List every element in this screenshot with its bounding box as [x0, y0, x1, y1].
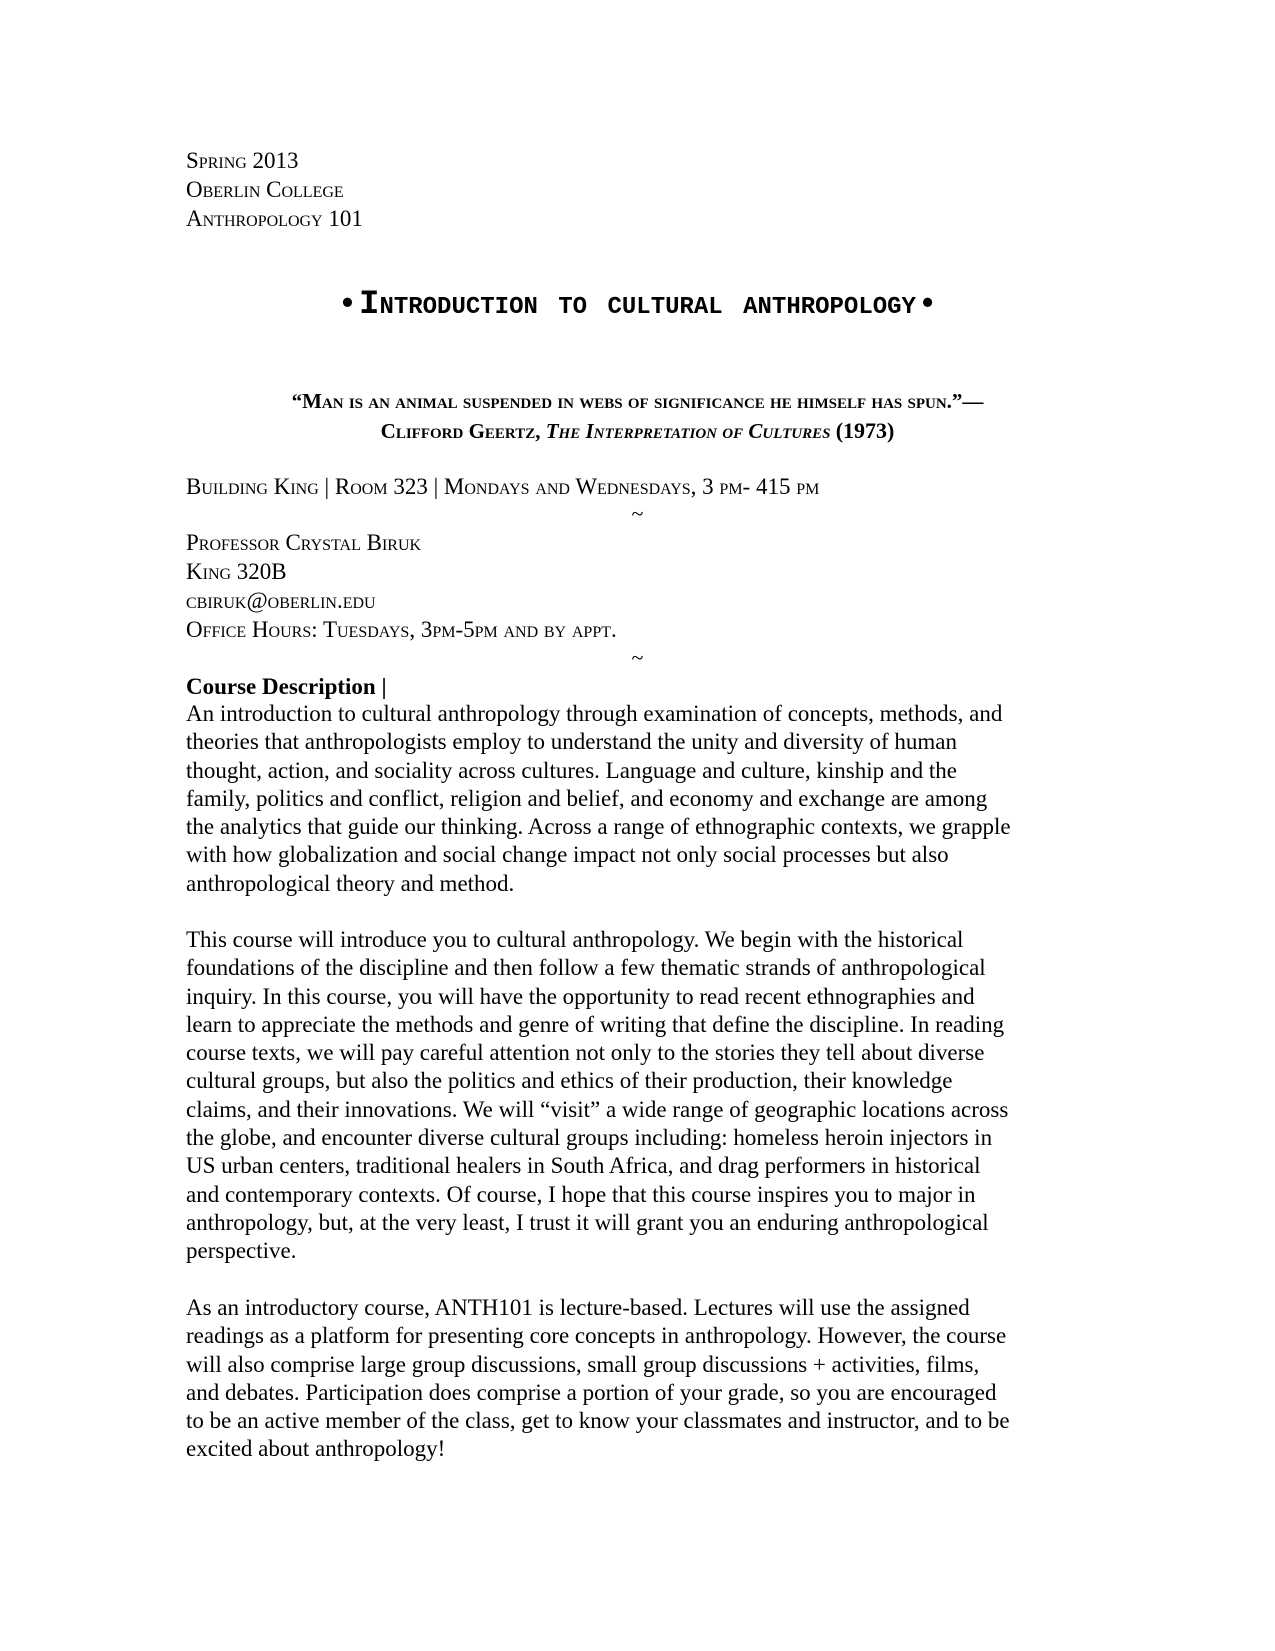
course-description-heading: Course Description |: [186, 674, 387, 699]
paragraph-line: thought, action, and sociality across cultures. Language and culture, kinship and the: [186, 757, 957, 783]
course-header: [186, 146, 363, 233]
epigraph-year: (1973): [835, 418, 895, 443]
separator-tilde: ~: [631, 645, 644, 670]
bullet-left-icon: •: [341, 284, 354, 320]
epigraph-book: The Interpretation of Cultures: [545, 419, 831, 443]
paragraph-line: readings as a platform for presenting core concepts in anthropology. However, the course: [186, 1323, 1007, 1349]
title-text: Introduction to cultural anthropology: [359, 286, 916, 324]
instructor-email: cbiruk@oberlin.edu: [186, 588, 376, 613]
description-paragraph-1: [186, 700, 1086, 898]
instructor-name: Professor Crystal Biruk: [186, 530, 422, 555]
paragraph-line: excited about anthropology!: [186, 1436, 446, 1462]
paragraph-line: cultural groups, but also the politics and ethics of their production, their knowledge: [186, 1068, 953, 1094]
instructor-office: King 320B: [186, 559, 287, 584]
document-title: [0, 282, 1275, 325]
description-paragraph-3: [186, 1294, 1086, 1464]
paragraph-line: anthropological theory and method.: [186, 870, 515, 896]
paragraph-line: An introduction to cultural anthropology through examination of concepts, methods, and: [186, 701, 1003, 726]
paragraph-line: and contemporary contexts. Of course, I hope that this course inspires you to major in: [186, 1181, 976, 1207]
term-line: Spring 2013: [186, 148, 299, 173]
college-line: Oberlin College: [186, 177, 344, 202]
paragraph-line: the analytics that guide our thinking. Across a range of ethnographic contexts, we grapple: [186, 814, 1011, 840]
paragraph-line: anthropology, but, at the very least, I trust it will grant you an enduring anthropological: [186, 1209, 989, 1235]
meeting-info: Building King | Room 323 | Mondays and Wednesdays, 3 pm- 415 pm: [186, 474, 820, 499]
separator-tilde: ~: [631, 501, 644, 526]
paragraph-line: the globe, and encounter diverse cultural groups including: homeless heroin injectors in: [186, 1125, 993, 1151]
epigraph: [0, 386, 1275, 446]
paragraph-line: As an introductory course, ANTH101 is lecture-based. Lectures will use the assigned: [186, 1295, 970, 1320]
paragraph-line: claims, and their innovations. We will “visit” a wide range of geographic locations across: [186, 1096, 1009, 1122]
paragraph-line: learn to appreciate the methods and genre of writing that define the discipline. In reading: [186, 1011, 1005, 1037]
course-line: Anthropology 101: [186, 206, 363, 231]
office-hours: Office Hours: Tuesdays, 3pm-5pm and by appt.: [186, 617, 617, 642]
epigraph-attribution: [0, 416, 1275, 446]
paragraph-line: foundations of the discipline and then follow a few thematic strands of anthropological: [186, 955, 986, 981]
bullet-right-icon: •: [921, 284, 934, 320]
paragraph-line: course texts, we will pay careful attention not only to the stories they tell about diverse: [186, 1040, 985, 1066]
paragraph-line: theories that anthropologists employ to understand the unity and diversity of human: [186, 729, 958, 755]
paragraph-line: perspective.: [186, 1238, 297, 1264]
paragraph-line: family, politics and conflict, religion and belief, and economy and exchange are among: [186, 785, 988, 811]
paragraph-line: and debates. Participation does comprise a portion of your grade, so you are encouraged: [186, 1379, 997, 1405]
paragraph-line: with how globalization and social change impact not only social processes but also: [186, 842, 949, 868]
paragraph-line: will also comprise large group discussions, small group discussions + activities, films,: [186, 1351, 980, 1377]
description-paragraph-2: [186, 926, 1086, 1266]
epigraph-author: Clifford Geertz,: [380, 419, 541, 443]
paragraph-line: This course will introduce you to cultural anthropology. We begin with the historical: [186, 927, 964, 952]
paragraph-line: to be an active member of the class, get to know your classmates and instructor, and to be: [186, 1408, 1010, 1434]
instructor-info: [186, 528, 617, 644]
paragraph-line: US urban centers, traditional healers in South Africa, and drag performers in historical: [186, 1153, 981, 1179]
epigraph-quote: “Man is an animal suspended in webs of significance he himself has spun.”—: [291, 389, 984, 413]
paragraph-line: inquiry. In this course, you will have the opportunity to read recent ethnographies and: [186, 983, 975, 1009]
